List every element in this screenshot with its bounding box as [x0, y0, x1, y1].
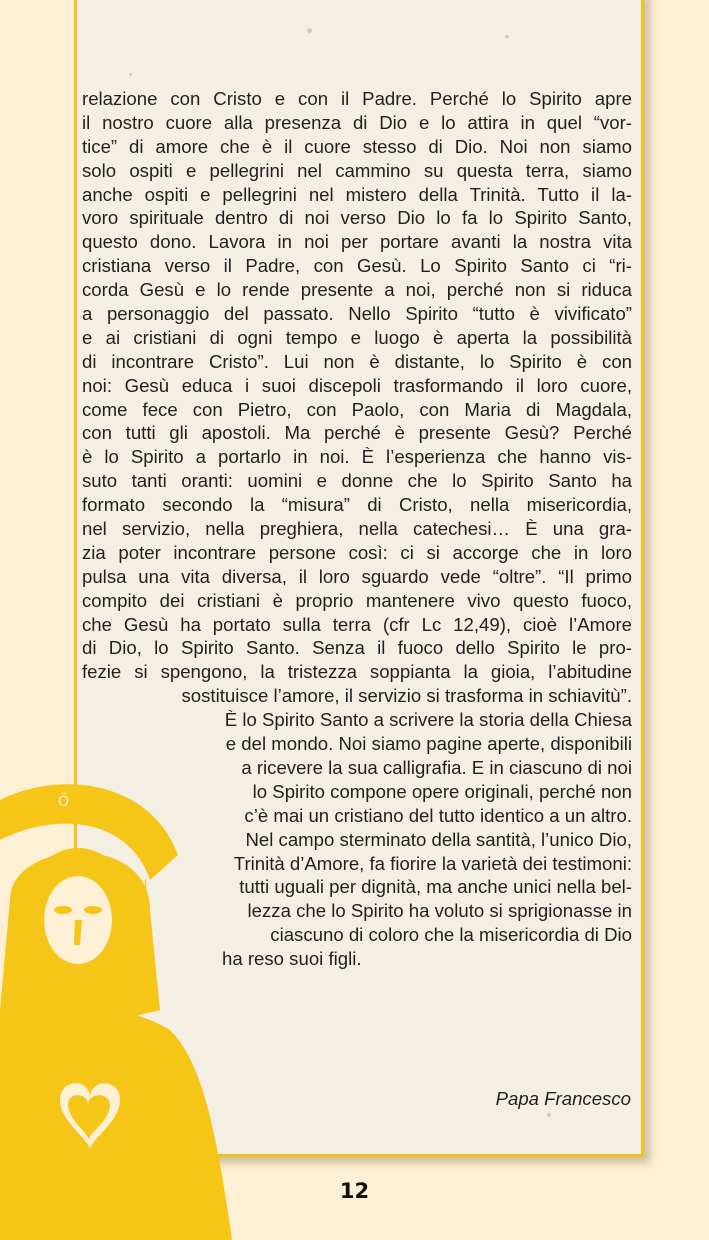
quote-line: e del mondo. Noi siamo pagine aperte, disponibili: [225, 733, 632, 755]
quote-line: è lo Spirito a portarlo in noi. È l’esperienza che hanno vis-: [82, 446, 632, 468]
quote-line: di incontrare Cristo”. Lui non è distante, lo Spirito è con: [82, 350, 632, 372]
quote-line: di Dio, lo Spirito Santo. Senza il fuoco dello Spirito le pro-: [82, 637, 632, 659]
quote-line: solo ospiti e pellegrini nel cammino su questa terra, siamo: [82, 159, 632, 181]
page-number: 12: [339, 1179, 370, 1203]
quote-line: che Gesù ha portato sulla terra (cfr Lc 12,49), cioè l’Amore: [82, 613, 632, 635]
quote-line: con tutti gli apostoli. Ma perché è presente Gesù? Perché: [82, 422, 632, 444]
quote-line: questo dono. Lavora in noi per portare avanti la nostra vita: [82, 231, 632, 253]
quote-line: noi: Gesù educa i suoi discepoli trasformando il loro cuore,: [82, 374, 632, 396]
quote-line: c’è mai un cristiano del tutto identico a un altro.: [244, 804, 632, 826]
quote-line: ha reso suoi figli.: [222, 948, 362, 970]
quote-line: relazione con Cristo e con il Padre. Perché lo Spirito apre: [82, 88, 632, 109]
quote-line: lezza che lo Spirito ha voluto si sprigionasse in: [247, 900, 632, 922]
quote-line: sostituisce l’amore, il servizio si trasforma in schiavitù”.: [181, 685, 632, 707]
quote-line: tice” di amore che è il cuore stesso di Dio. Noi non siamo: [82, 135, 632, 157]
quote-line: zia poter incontrare persone così: ci si accorge che in loro: [82, 541, 632, 563]
quote-line: suto tanti oranti: uomini e donne che lo Spirito Santo ha: [82, 470, 632, 492]
quote-line: voro spirituale dentro di noi verso Dio lo fa lo Spirito Santo,: [82, 207, 632, 229]
quote-line: Nel campo sterminato della santità, l’unico Dio,: [245, 828, 632, 850]
quote-line: anche ospiti e pellegrini nel mistero della Trinità. Tutto il la-: [82, 183, 632, 205]
quote-line: compito dei cristiani è proprio mantenere vivo questo fuoco,: [82, 589, 632, 611]
halo-letter-o: Ö: [58, 794, 70, 810]
quote-line: corda Gesù e lo rende presente a noi, perché non si riduca: [82, 279, 632, 301]
quote-line: tutti uguali per dignità, ma anche unici nella bel-: [239, 876, 632, 898]
quote-line: nel servizio, nella preghiera, nella catechesi… È una gra-: [82, 518, 632, 540]
quote-line: pulsa una vita diversa, il loro sguardo vede “oltre”. “Il primo: [82, 565, 632, 587]
quote-line: e ai cristiani di ogni tempo e luogo è aperta la possibilità: [82, 326, 632, 348]
quote-line: come fece con Pietro, con Paolo, con Maria di Magdala,: [82, 398, 632, 420]
quote-line: il nostro cuore alla presenza di Dio e lo attira in quel “vor-: [82, 111, 632, 133]
quote-line: lo Spirito compone opere originali, perché non: [252, 780, 632, 802]
halo-letter-n: N: [137, 878, 148, 894]
quote-line: a personaggio del passato. Nello Spirito “tutto è vivificato”: [82, 303, 632, 325]
quote-line: fezie si spengono, la tristezza soppianta la gioia, l’abitudine: [82, 661, 632, 683]
quote-line: È lo Spirito Santo a scrivere la storia della Chiesa: [224, 709, 632, 731]
quote-line: cristiana verso il Padre, con Gesù. Lo Spirito Santo ci “ri-: [82, 255, 632, 277]
quote-line: Trinità d’Amore, fa fiorire la varietà dei testimoni:: [233, 852, 632, 874]
quote-line: ciascuno di coloro che la misericordia di Dio: [270, 924, 632, 946]
quote-line: a ricevere la sua calligrafia. E in ciascuno di noi: [241, 756, 632, 778]
quote-line: formato secondo la “misura” di Cristo, nella misericordia,: [82, 494, 632, 516]
quote-attribution: Papa Francesco: [495, 1088, 631, 1109]
quote-body: [82, 87, 632, 971]
